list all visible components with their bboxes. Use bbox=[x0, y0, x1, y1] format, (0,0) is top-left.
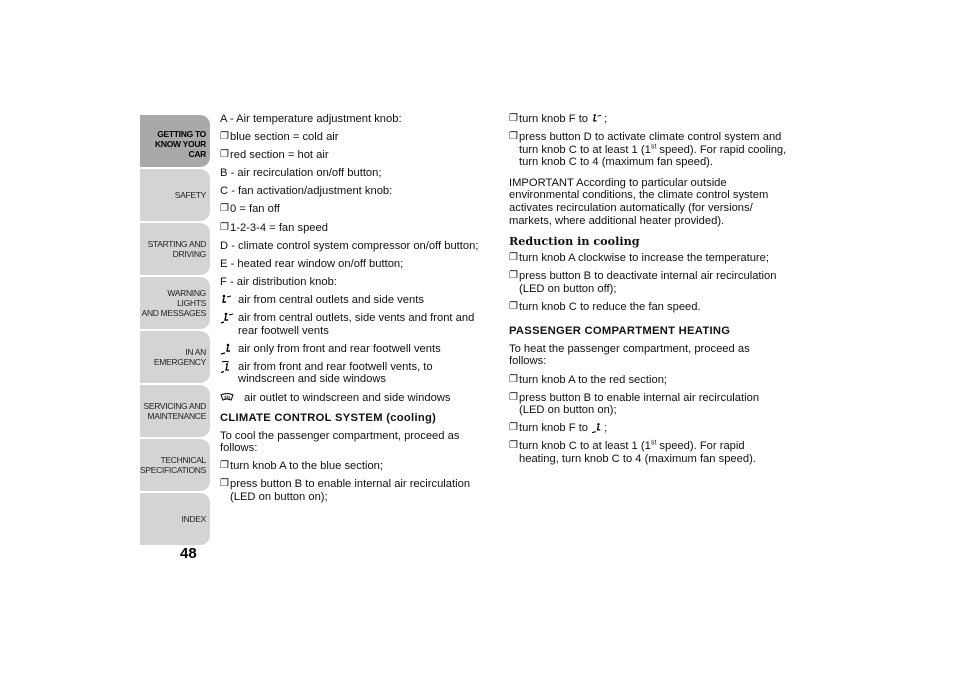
bullet-icon: ❐ bbox=[509, 391, 518, 403]
bullet-icon: ❐ bbox=[509, 269, 518, 281]
bullet-icon: ❐ bbox=[220, 460, 229, 472]
button-b-desc: B - air recirculation on/off button; bbox=[220, 167, 382, 180]
cooling-heading: CLIMATE CONTROL SYSTEM (cooling) bbox=[220, 412, 437, 425]
tab-servicing[interactable]: SERVICING AND MAINTENANCE bbox=[140, 385, 210, 437]
vent-face-icon bbox=[591, 113, 604, 125]
button-e-desc: E - heated rear window on/off button; bbox=[220, 257, 404, 270]
list-item: ❐ turn knob C to at least 1 (1st speed). For rapid heating, turn knob C to 4 (maximum fan speed). bbox=[509, 439, 756, 465]
list-item: ❐ turn knob A to the blue section; bbox=[220, 460, 384, 473]
bullet-icon: ❐ bbox=[220, 131, 229, 143]
list-item: air only from front and rear footwell vents bbox=[220, 343, 492, 356]
tab-index[interactable]: INDEX bbox=[140, 493, 210, 545]
list-item: air from front and rear footwell vents, to windscreen and side windows bbox=[220, 361, 492, 386]
tab-starting-and-driving[interactable]: STARTING AND DRIVING bbox=[140, 223, 210, 275]
bullet-icon: ❐ bbox=[509, 131, 518, 143]
list-item: ❐ press button B to enable internal air recirculation (LED on button on); bbox=[509, 391, 760, 417]
knob-a-title: A - Air temperature adjustment knob: bbox=[220, 113, 402, 125]
heating-heading: PASSENGER COMPARTMENT HEATING bbox=[509, 325, 731, 338]
tab-safety[interactable]: SAFETY bbox=[140, 169, 210, 221]
knob-f-title: F - air distribution knob: bbox=[220, 275, 337, 288]
left-column bbox=[220, 113, 492, 509]
vent-face-feet-icon bbox=[220, 312, 234, 324]
button-d-desc: D - climate control system compressor on/off button; bbox=[220, 239, 479, 252]
bullet-icon: ❐ bbox=[220, 221, 229, 233]
heating-intro: To heat the passenger compartment, proceed as follows: bbox=[509, 342, 750, 368]
windscreen-demist-icon bbox=[220, 392, 234, 404]
page-number: 48 bbox=[180, 545, 197, 562]
list-item: ❐ press button B to enable internal air recirculation (LED on button on); bbox=[220, 478, 471, 504]
vent-face-icon bbox=[220, 294, 234, 306]
knob-c-title: C - fan activation/adjustment knob: bbox=[220, 185, 393, 198]
vent-feet-windscreen-icon bbox=[220, 361, 234, 373]
reduction-heading: Reduction in cooling bbox=[509, 234, 640, 249]
list-item: ❐ press button D to activate climate control system and turn knob C to at least 1 (1st speed). For rapid cooling, turn knob C to 4 (maximum fan speed). bbox=[509, 131, 787, 169]
bullet-icon: ❐ bbox=[220, 203, 229, 215]
list-item: air outlet to windscreen and side windows bbox=[220, 392, 492, 405]
list-item: air from central outlets, side vents and front and rear footwell vents bbox=[220, 312, 492, 337]
list-item: ❐ turn knob C to reduce the fan speed. bbox=[509, 300, 701, 313]
tab-in-an-emergency[interactable]: IN AN EMERGENCY bbox=[140, 331, 210, 383]
tab-warning-lights[interactable]: WARNING LIGHTS AND MESSAGES bbox=[140, 277, 210, 329]
bullet-icon: ❐ bbox=[509, 373, 518, 385]
list-item: ❐ 1-2-3-4 = fan speed bbox=[220, 221, 328, 234]
cooling-intro: To cool the passenger compartment, proceed as follows: bbox=[220, 429, 460, 455]
bullet-icon: ❐ bbox=[220, 478, 229, 490]
chapter-tabs bbox=[140, 115, 210, 547]
list-item: ❐ red section = hot air bbox=[220, 149, 329, 162]
bullet-icon: ❐ bbox=[509, 440, 518, 452]
vent-feet-icon bbox=[220, 343, 234, 355]
list-item: ❐ turn knob F to ; bbox=[509, 113, 608, 125]
list-item: ❐ press button B to deactivate internal air recirculation (LED on button off); bbox=[509, 269, 777, 295]
bullet-icon: ❐ bbox=[509, 300, 518, 312]
list-item: ❐ blue section = cold air bbox=[220, 131, 339, 144]
list-item: ❐ turn knob F to ; bbox=[509, 422, 608, 435]
bullet-icon: ❐ bbox=[509, 422, 518, 434]
important-note: IMPORTANT According to particular outside environmental conditions, the climate control system activates recirculation automatically (for versions/ markets, where additional heater provided). bbox=[509, 176, 769, 227]
bullet-icon: ❐ bbox=[220, 149, 229, 161]
right-column bbox=[509, 113, 787, 471]
tab-technical-specifications[interactable]: TECHNICAL SPECIFICATIONS bbox=[140, 439, 210, 491]
vent-feet-icon bbox=[591, 422, 604, 434]
bullet-icon: ❐ bbox=[509, 251, 518, 263]
tab-getting-to-know-your-car[interactable]: GETTING TO KNOW YOUR CAR bbox=[140, 115, 210, 167]
list-item: ❐ 0 = fan off bbox=[220, 203, 280, 216]
list-item: ❐ turn knob A to the red section; bbox=[509, 373, 668, 386]
list-item: air from central outlets and side vents bbox=[220, 294, 492, 307]
bullet-icon: ❐ bbox=[509, 113, 518, 124]
list-item: ❐ turn knob A clockwise to increase the temperature; bbox=[509, 251, 769, 264]
